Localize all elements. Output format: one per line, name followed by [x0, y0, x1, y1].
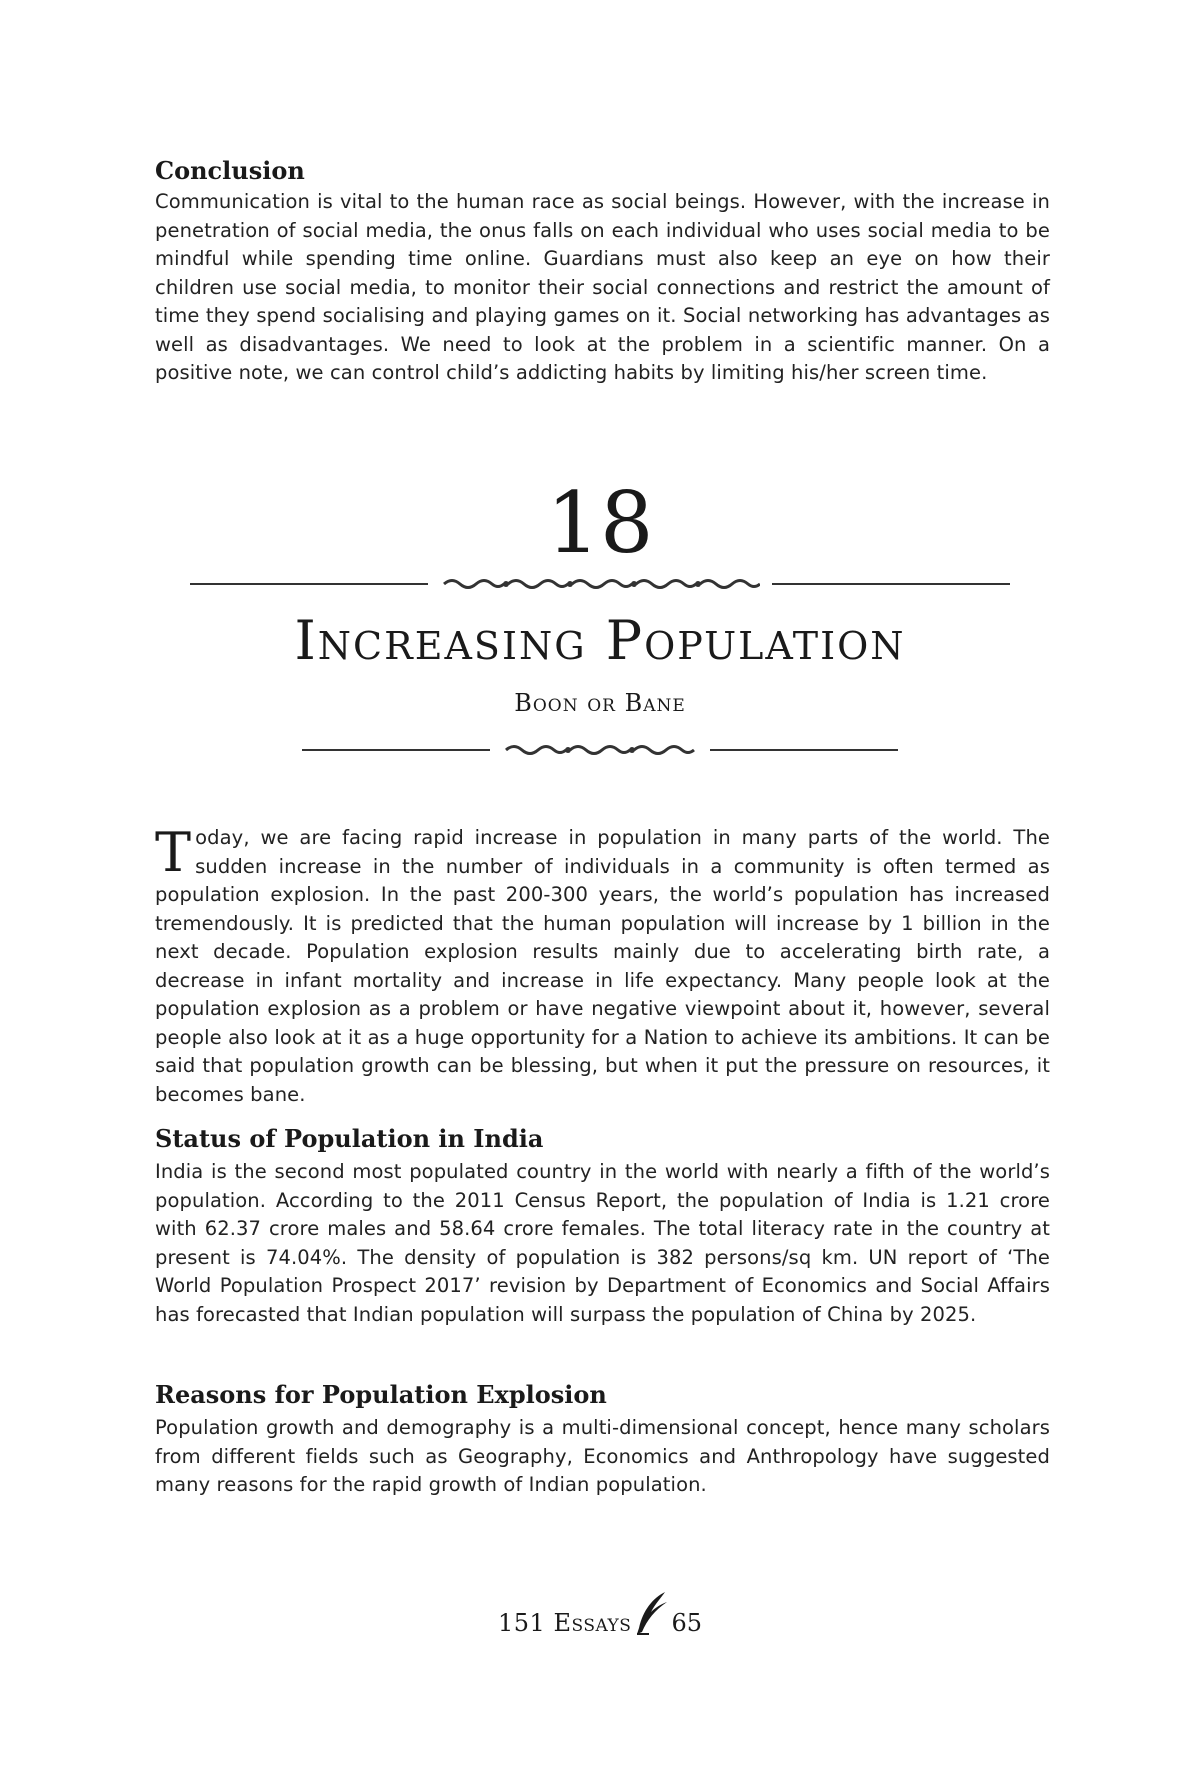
chapter-number: 18	[546, 474, 654, 572]
reasons-paragraph: Population growth and demography is a multi-dimensional concept, hence many scholars from different fields such as Geography, Economics and Anthropology have suggested many reasons for the rapid growth of Indian population.	[155, 1416, 1050, 1496]
chapter-title: Increasing Population	[294, 609, 906, 672]
conclusion-heading: Conclusion	[155, 156, 305, 185]
status-section	[155, 1124, 1050, 1329]
page-footer	[0, 1590, 1200, 1638]
reasons-section	[155, 1380, 1050, 1500]
ornament-rule-right	[772, 583, 1010, 585]
chapter-ornament-top	[0, 574, 1200, 594]
conclusion-paragraph: Communication is vital to the human race as social beings. However, with the increase in penetration of social media, the onus falls on each individual who uses social media to be mindful while spending time online. Guardians must also keep an eye on how their children use social media, to monitor their social connections and restrict the amount of time they spend socialising and playing games on it. Social networking has advantages as well as disadvantages. We need to look at the problem in a scientific manner. On a positive note, we can control child’s addicting habits by limiting his/her screen time.	[155, 190, 1050, 384]
ornament-rule-left	[302, 749, 490, 751]
chapter-ornament-bottom	[0, 740, 1200, 760]
intro-paragraph	[155, 821, 1050, 1109]
chapter-subtitle: Boon or Bane	[514, 689, 686, 717]
ornament-rule-left	[190, 583, 428, 585]
page-number: 65	[671, 1609, 702, 1637]
intro-section	[155, 821, 1050, 1109]
intro-text: oday, we are facing rapid increase in population in many parts of the world. The sudden increase in the number of individuals in a community is often termed as population explosion. In the past 200-300 years, the world’s population has increased tremendously. It is predicted that the human population will increase by 1 billion in the next decade. Population explosion results mainly due to accelerating birth rate, a decrease in infant mortality and increase in life expectancy. Many people look at the population explosion as a problem or have negative viewpoint about it, however, several people also look at it as a huge opportunity for a Nation to achieve its ambitions. It can be said that population growth can be blessing, but when it put the pressure on resources, it becomes bane.	[155, 826, 1050, 1106]
chain-ornament-icon	[502, 741, 698, 759]
drop-cap: T	[155, 821, 192, 884]
status-paragraph: India is the second most populated country in the world with nearly a fifth of the world’s population. According to the 2011 Census Report, the population of India is 1.21 crore with 62.37 crore males and 58.64 crore females. The total literacy rate in the country at present is 74.04%. The density of population is 382 persons/sq km. UN report of ‘The World Population Prospect 2017’ revision by Department of Economics and Social Affairs has forecasted that Indian population will surpass the population of China by 2025.	[155, 1160, 1050, 1326]
quill-pen-icon	[635, 1590, 669, 1636]
conclusion-section	[155, 156, 1050, 388]
footer-brand: 151 Essays	[498, 1609, 632, 1637]
chain-ornament-icon	[440, 575, 760, 593]
status-heading: Status of Population in India	[155, 1124, 544, 1153]
reasons-heading: Reasons for Population Explosion	[155, 1380, 607, 1409]
ornament-rule-right	[710, 749, 898, 751]
